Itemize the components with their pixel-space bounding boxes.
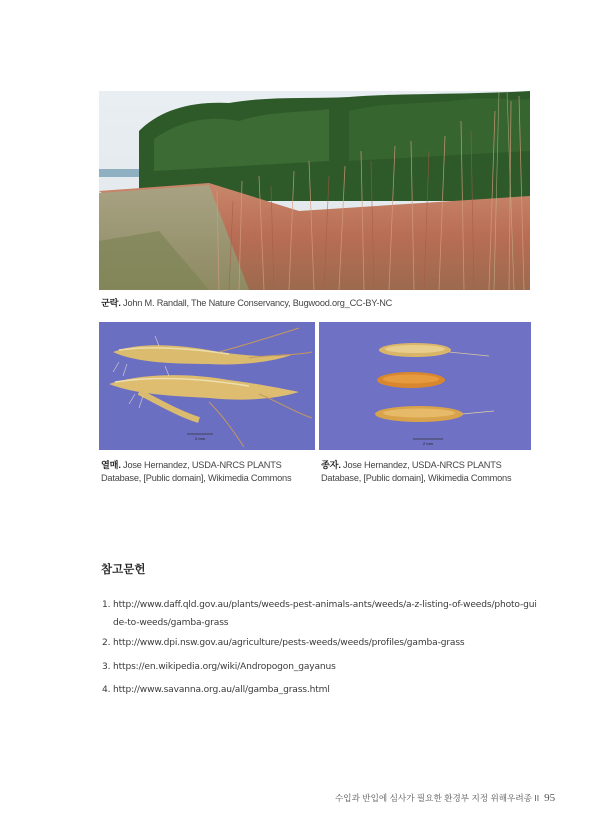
fruit-scale-label: 2 mm xyxy=(195,436,205,441)
reference-number: 3. xyxy=(102,661,111,672)
references-heading: 참고문헌 xyxy=(101,564,146,576)
caption-credit: Database, [Public domain], Wikimedia Commons xyxy=(101,472,292,483)
page-number: 95 xyxy=(544,792,556,804)
seed-photo xyxy=(319,322,531,450)
reference-link[interactable]: http://www.dpi.nsw.gov.au/agriculture/pests-weeds/weeds/profiles/gamba-grass xyxy=(113,638,465,648)
reference-number: 4. xyxy=(102,685,111,695)
caption-credit: Jose Hernandez, USDA-NRCS PLANTS xyxy=(340,460,502,470)
footer-title: 수입과 반입에 심사가 필요한 환경부 지정 위해우려종 II xyxy=(335,793,540,803)
caption-label: 군락. xyxy=(101,298,121,308)
reference-link[interactable]: https://en.wikipedia.org/wiki/Andropogon_gayanus xyxy=(113,661,336,672)
caption-label: 종자. xyxy=(321,460,341,470)
fruit-photo xyxy=(99,322,315,450)
page-footer xyxy=(335,792,555,804)
reference-number: 2. xyxy=(102,638,111,648)
reference-item xyxy=(102,659,542,676)
stand-photo-caption xyxy=(101,297,392,310)
reference-link[interactable]: http://www.savanna.org.au/all/gamba_grass.html xyxy=(113,685,330,695)
seed-photo-caption xyxy=(321,459,511,484)
references-list xyxy=(102,597,542,706)
reference-item xyxy=(102,682,542,699)
reference-link[interactable]: http://www.daff.qld.gov.au/plants/weeds-pest-animals-ants/weeds/a-z-listing-of-weeds/photo-guide-to-weeds/gamba-grass xyxy=(113,600,537,628)
reference-number: 1. xyxy=(102,600,111,610)
fruit-photo-caption xyxy=(101,459,291,484)
caption-label: 열매. xyxy=(101,460,121,470)
caption-credit: Database, [Public domain], Wikimedia Commons xyxy=(321,472,512,483)
reference-item xyxy=(102,597,542,632)
caption-credit: John M. Randall, The Nature Conservancy, Bugwood.org_CC-BY-NC xyxy=(120,298,393,308)
seed-scale-label: 2 mm xyxy=(423,441,433,446)
stand-photo xyxy=(99,91,530,290)
reference-item xyxy=(102,635,542,652)
caption-credit: Jose Hernandez, USDA-NRCS PLANTS xyxy=(120,460,282,470)
